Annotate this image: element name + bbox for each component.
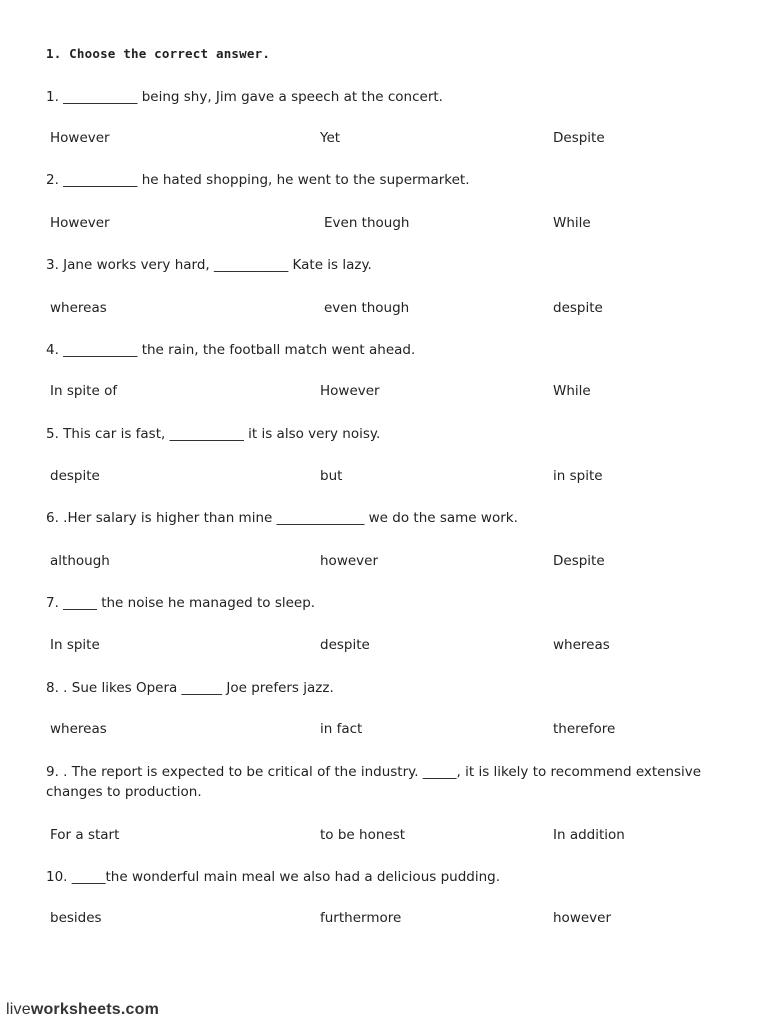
question-4: 4. ___________ the rain, the football match went ahead. (46, 342, 416, 358)
option-5b[interactable]: but (320, 468, 343, 484)
options-row-8 (50, 719, 730, 739)
options-row-7 (50, 635, 730, 655)
option-3a[interactable]: whereas (50, 300, 107, 316)
option-6c[interactable]: Despite (553, 553, 605, 569)
option-2b[interactable]: Even though (324, 215, 410, 231)
logo-suffix: .com (120, 1001, 160, 1018)
option-4c[interactable]: While (553, 383, 591, 399)
question-7: 7. _____ the noise he managed to sleep. (46, 595, 316, 611)
option-3b[interactable]: even though (324, 300, 410, 316)
options-row-5 (50, 466, 730, 486)
option-7a[interactable]: In spite (50, 637, 100, 653)
question-6: 6. .Her salary is higher than mine _____________ we do the same work. (46, 510, 518, 526)
option-3c[interactable]: despite (553, 300, 603, 316)
option-9c[interactable]: In addition (553, 827, 625, 843)
question-9: 9. . The report is expected to be critical of the industry. _____, it is likely to recommend extensive changes to production. (46, 764, 702, 800)
option-7b[interactable]: despite (320, 637, 370, 653)
option-1c[interactable]: Despite (553, 130, 605, 146)
options-row-2 (50, 213, 730, 233)
option-5a[interactable]: despite (50, 468, 100, 484)
question-2: 2. ___________ he hated shopping, he went to the supermarket. (46, 172, 470, 188)
option-8b[interactable]: in fact (320, 721, 363, 737)
option-8a[interactable]: whereas (50, 721, 107, 737)
option-2c[interactable]: While (553, 215, 591, 231)
logo-prefix: live (6, 1001, 31, 1018)
question-1: 1. ___________ being shy, Jim gave a speech at the concert. (46, 89, 443, 105)
question-5: 5. This car is fast, ___________ it is also very noisy. (46, 426, 381, 442)
option-9b[interactable]: to be honest (320, 827, 406, 843)
option-4b[interactable]: However (320, 383, 380, 399)
option-6b[interactable]: however (320, 553, 379, 569)
question-8: 8. . Sue likes Opera ______ Joe prefers jazz. (46, 680, 334, 696)
question-3: 3. Jane works very hard, ___________ Kate is lazy. (46, 257, 372, 273)
question-10: 10. _____the wonderful main meal we also had a delicious pudding. (46, 869, 501, 885)
logo-brand: worksheets (30, 1001, 121, 1018)
liveworksheets-logo (6, 1001, 159, 1019)
option-7c[interactable]: whereas (553, 637, 610, 653)
options-row-1 (50, 128, 730, 148)
option-10c[interactable]: however (553, 910, 612, 926)
worksheet-heading: 1. Choose the correct answer. (46, 46, 271, 61)
option-4a[interactable]: In spite of (50, 383, 118, 399)
option-1b[interactable]: Yet (320, 130, 341, 146)
option-10b[interactable]: furthermore (320, 910, 402, 926)
options-row-3 (50, 298, 730, 318)
options-row-6 (50, 551, 730, 571)
option-6a[interactable]: although (50, 553, 110, 569)
option-10a[interactable]: besides (50, 910, 102, 926)
option-1a[interactable]: However (50, 130, 110, 146)
options-row-10 (50, 908, 730, 928)
options-row-9 (50, 825, 730, 845)
option-5c[interactable]: in spite (553, 468, 603, 484)
option-9a[interactable]: For a start (50, 827, 120, 843)
option-2a[interactable]: However (50, 215, 110, 231)
options-row-4 (50, 381, 730, 401)
option-8c[interactable]: therefore (553, 721, 616, 737)
